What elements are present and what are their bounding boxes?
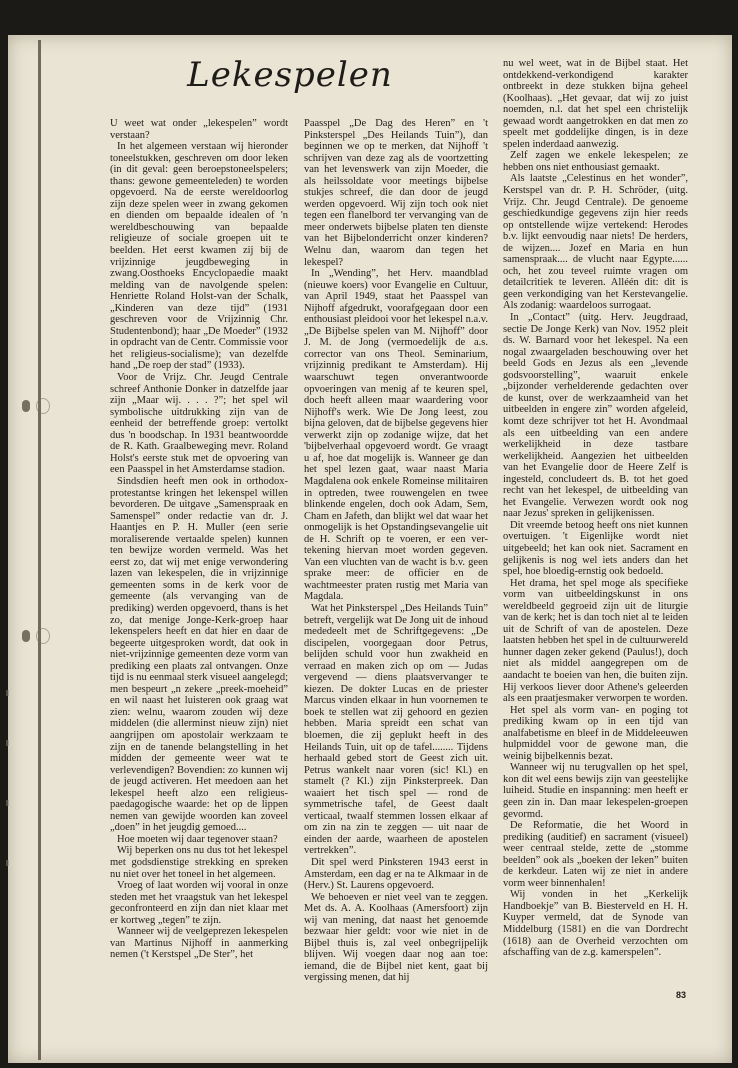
- margin-fleck: [6, 740, 9, 746]
- binding-rule: [38, 40, 41, 1060]
- article-title: Lekespelen: [187, 55, 393, 95]
- paragraph: In „Wending”, het Herv. maandblad (nieuwe koers) voor Evangelie en Cultuur, van April 1949, staat het Paasspel van Nijhoff afgedrukt, voorafgegaan door een enthousiast pleidooi voor het lekespel n.a.v. „De Bijbelse spelen van M. Nijhoff” door J. M. de Jong (vermoedelijk de a.s. corrector van ons Theol. Seminarium, vrijzinnig predikant te Amsterdam). Hij waarschuwt tegen onverantwoorde opvoeringen van menig af te keuren spel, doch heeft alleen maar waardering voor Nijhoff's werk. Wie De Jong leest, zou bijna geloven, dat de bijbelse gegevens hier verwerkt zijn op zodanige wijze, dat het 'bijbelverhaal opgevoerd wordt. Ge vraagt u af, hoe dat mogelijk is. Wanneer ge dan het spel lezen gaat, waar naast Maria Magdalena ook enkele Romeinse militairen in optreden, twee rouwengelen en twee blinkende engelen, doch ook Adam, Sem, Cham en Jafeth, dan blijkt wel dat waar het onmogelijk is het Opstandingsevangelie uit de H. Schrift op te voeren, er een ver-tekening hiervan moet worden gegeven. Van een vluchten van de wacht is b.v. geen sprake meer: de officier en de wachtmeester praten rustig met Maria van Magdala.: [304, 268, 488, 603]
- punch-hole-upper: [22, 400, 30, 412]
- paragraph: Voor de Vrijz. Chr. Jeugd Centrale schreef Anthonie Donker in datzelfde jaar zijn „Maar wij. . . . ?”; het spel wil symbolische uitdrukking zijn van de eenheid der betreffende groep: vertolkt dus 'n boodschap. In 1931 beantwoordde de R. Kath. Graalbeweging mevr. Roland Holst's eerste stuk met de opvoering van een Paasspel in het Amsterdamse stadion.: [110, 372, 288, 476]
- paragraph: Het spel als vorm van- en poging tot prediking kwam op in een tijd van analfabetisme en bleef in de Middeleeuwen hulpmiddel voor de gewone man, die weinig bijbelkennis bezat.: [503, 704, 688, 762]
- paragraph: Wij vonden in het „Kerkelijk Handboekje” van B. Biesterveld en H. H. Kuyper vermeld, dat de Synode van Middelburg (1581) en die van Dordrecht (1618) aan de Overheid verzochten om afschaffing van de z.g. kamerspelen”.: [503, 889, 688, 959]
- paragraph: Hoe moeten wij daar tegenover staan?: [117, 833, 278, 845]
- paragraph: Sindsdien heeft men ook in orthodox-protestantse kringen het lekenspel willen bevorderen. De uitgave „Samenspraak en Samenspel” onder redactie van dr. J. Haantjes en P. H. Muller (een serie moraliserende vertaalde spelen) kunnen ten bewijze worden vermeld. Was het eerst zo, dat wij met enige verwondering lazen van lekespelen, die in vrijzinnige gemeenten soms in de kerk voor de gemeente (als vervanging van de prediking) werden opgevoerd, thans is het zo, dat menige Jonge-Kerk-groep haar lekenspelers heeft en dat hier en daar de begeerte uitgesproken wordt, dat ook in niet-vrijzinnige gemeenten deze vorm van prediking een plaats zal ontvangen. Onze tijd is nu eenmaal sterk visueel aangelegd; men bespeurt „n zekere „preek-moeheid” en wil naast het luisteren ook graag wat zien: welnu, waarom zouden wij deze middelen (die allerminst nieuw zijn) niet aangrijpen om apostolair werkzaam te zijn en de tanende belangstelling in het midden der gemeente weer wat te verlevendigen? Bovendien: zo kunnen wij de jeugd activeren. Het meedoen aan het lekespel heeft alzo een religieus-paedagogische waarde: het op de lippen nemen van gewijde woorden kan zoveel „doen” in het jeugdig gemoed....: [110, 475, 288, 834]
- margin-fleck: [6, 800, 9, 806]
- paragraph: De Reformatie, die het Woord in prediking (auditief) en sacrament (visueel) weer centraal stelde, zette de „stomme beelden” ook als „boeken der leken” buiten de kerkdeur. Laten wij ze niet in andere vorm weer binnenhalen!: [503, 820, 688, 889]
- paragraph: Zelf zagen we enkele lekespelen; ze hebben ons niet enthousiast gemaakt.: [503, 150, 688, 173]
- page-number: 83: [676, 990, 687, 1000]
- hole-ring-lower: [36, 628, 50, 644]
- paragraph: Als laatste „Celestinus en het wonder”, Kerstspel van dr. P. H. Schröder, (uitg. Vrijz. Chr. Jeugd Centrale). De genoeme geschiedkundige gegevens zijn hier reeds op ontstellende wijze vertekend: Herodes b.v. lijkt eenvoudig naar niets! De herders, de wijzen.... Jozef en Maria en hun samenspraak.... de vlucht naar Egypte...... och, het zou teveel ruimte vragen om detailcritiek te leveren. Alléén dit: dit is geen verkondiging van het Kerstevangelie. Als zodanig: waardeloos surrogaat.: [503, 173, 688, 312]
- paragraph: In „Contact” (uitg. Herv. Jeugdraad, sectie De Jonge Kerk) van Nov. 1952 pleit ds. W. Barnard voor het lekespel. Na een nogal zwaargeladen beschouwing over het beeld Gods en Jezus als een „levende godsvoorstelling”, waaruit enkele „bijzonder verhelderende gedachten over de kunst, over de werkzaamheid van het uitbeelden in engere zin” worden afgeleid, komt deze schrijver tot het H. Avondmaal als een uitbeelding van een andere werkelijkheid in deze tastbare werkelijkheid. Aangezien het uitbeelden van het Evangelie door de Heere Zelf is ingesteld, concludeert ds. B. tot het goed recht van het lekespel, de uitbeelding van het Evangelie. Verwezen wordt ook nog naar Jezus' spreken in gelijkenissen.: [503, 312, 688, 520]
- margin-fleck: [6, 860, 9, 866]
- paragraph: Paasspel „De Dag des Heren” en 't Pinksterspel „Des Heilands Tuin”), dan beginnen we op te merken, dat Nijhoff 't schrijven van deze zag als de voortzetting van het levenswerk van zijn Moeder, die als heilssoldate voor meetings bijbelse stukjes schreef, die dan door de jeugd werden opgevoerd. Wij zijn toch ook niet tegen een flanelbord ter vervanging van de meer onderwets bijbelse platen ten dienste van het Bijbelonderricht onzer kinderen? Welnu dan, waarom dan tegen het lekespel?: [304, 118, 488, 268]
- hole-ring-upper: [36, 398, 50, 414]
- paragraph: Wat het Pinksterspel „Des Heilands Tuin” betreft, vergelijk wat De Jong uit de inhoud mededeelt met de Schriftgegevens: „De discipelen, voorgegaan door Petrus, belijden schuld voor hun zwakheid en verraad en maken zich op om — Judas vergevend — diens plaatsvervanger te kiezen. De dokter Lucas en de priester Marcus vinden elkaar in hun voornemen te boek te stellen wat zij gehoord en gezien hebben. Maria spreidt een schat van bloemen, die zij geplukt heeft in des Heilands Tuin, uit op de tafel........ Tijdens herhaald gebed stort de Geest zich uit. Petrus wankelt naar voren (sic! Kl.) en stamelt (? Kl.) zijn Pinksterpreek. Dan waaiert het tisch spel — rond de symmetrische tafel, de Geest daalt verticaal, twaalf stemmen lossen elkaar af om zin na zin te zeggen — uit naar de einden der aarde, waarheen de apostelen vertrekken”.: [304, 602, 488, 857]
- paragraph: U weet wat onder „lekespelen” wordt verstaan?: [110, 118, 288, 141]
- punch-hole-lower: [22, 630, 30, 642]
- column-2: [304, 118, 488, 984]
- paragraph: Vroeg of laat worden wij vooral in onze steden met het vraagstuk van het lekespel geconfronteerd en zijn dan niet klaar met er kortweg „tegen” te zijn.: [110, 880, 288, 926]
- paragraph: nu wel weet, wat in de Bijbel staat. Het ontdekkend-verkondigend karakter ontbreekt in deze stukken bijna geheel (Koolhaas). „Het gevaar, dat wij zo juist noemden, n.l. dat het spel een christelijk gewaad wordt aangetrokken en dat men zo speelt met goddelijke dingen, is in deze spelen inderdaad aanwezig.: [503, 58, 688, 150]
- paragraph: We behoeven er niet veel van te zeggen. Met ds. A. A. Koolhaas (Amersfoort) zijn wij van mening, dat naast het genoemde bezwaar hier geldt: voor wie niet in de Bijbel thuis is, zal veel onbegrijpelijk blijven. Wij voegen daar nog aan toe: iemand, die de Bijbel niet kent, gaat bij vergissing menen, dat hij: [304, 891, 488, 984]
- paragraph: In het algemeen verstaan wij hieronder toneelstukken, geschreven om door leken (in dit geval: geen beroepstoneelspelers; thans: gewone gemeenteleden) te worden opgevoerd. Na de eerste wereldoorlog zijn deze spelen weer in zwang gekomen en dienden om bepaalde idealen of 'n wereldbeschouwing van bepaalde religieuze of sociale groepen uit te beelden. Het eerst kwamen zij bij de vrijzinnige jeugdbeweging in zwang.Oosthoeks Encyclopaedie maakt melding van de navolgende spelen: Henriette Roland Holst-van der Schalk, „Kinderen van deze tijd” (1931 geschreven voor de Vrijzinnig Chr. Studentenbond); haar „De Moeder” (1932 in opdracht van de Centr. Commissie voor het religieus-socialisme); van dezelfde hand „De roep der stad” (1933).: [110, 141, 288, 372]
- column-1: [110, 118, 288, 961]
- paragraph: Wij beperken ons nu dus tot het lekespel met godsdienstige strekking en spreken nu niet over het toneel in het algemeen.: [110, 845, 288, 880]
- margin-fleck: [6, 690, 9, 696]
- paragraph: Het drama, het spel moge als specifieke vorm van uitbeeldingskunst in ons wereldbeeld gegroeid zijn uit de liturgie van de kerk; het is dan toch niet al te leiden uit de Schrift of van de apostelen. Deze laatsten hebben het spel in de cultuurwereld hunner dagen zeker gekend (Paulus!), doch niet als middel aangegrepen om de aandacht te boeien van hen, die buiten zijn. Hij verkoos liever door Athene's geleerden als een praatjesmaker verworpen te worden.: [503, 577, 688, 705]
- paragraph: Wanneer wij de veelgeprezen lekespelen van Martinus Nijhoff in aanmerking nemen ('t Kerstspel „De Ster”, het: [110, 926, 288, 961]
- paragraph: Dit spel werd Pinksteren 1943 eerst in Amsterdam, een dag er na te Alkmaar in de (Herv.) St. Laurens opgevoerd.: [304, 857, 488, 892]
- paragraph: Wanneer wij nu terugvallen op het spel, kon dit wel eens bewijs zijn van geestelijke luiheid. Studie en inspanning: men heeft er geen zin in. Dan maar lekespelen-groepen gevormd.: [503, 762, 688, 820]
- paragraph: Dit vreemde betoog heeft ons niet kunnen overtuigen. 't Eigenlijke wordt niet uitgebeeld; het kan ook niet. Sacrament en gelijkenis is nog wel iets anders dan het spel, hoe bloedig-ernstig ook bedoeld.: [503, 519, 688, 578]
- column-3: [503, 58, 688, 959]
